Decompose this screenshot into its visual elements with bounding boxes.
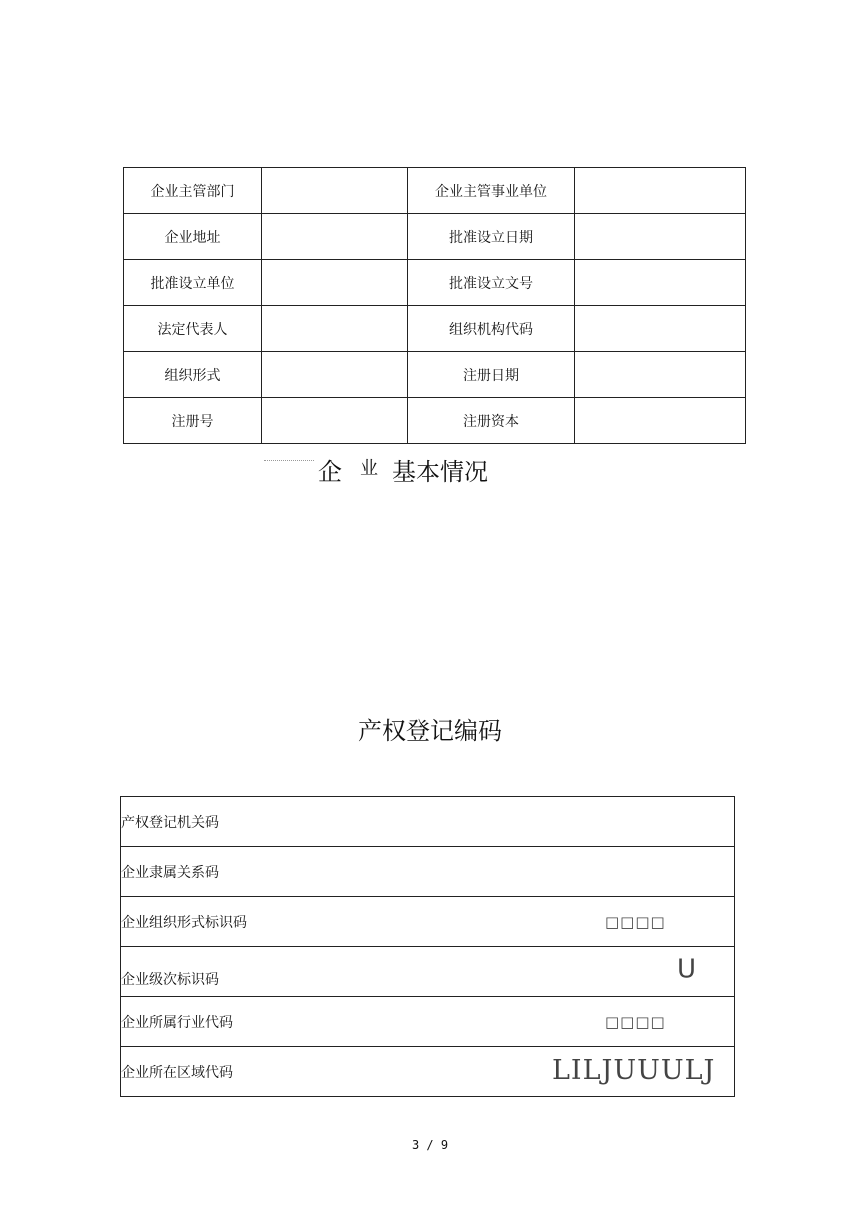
field-label: 企业所在区域代码	[121, 1064, 233, 1081]
code-cell[interactable]	[121, 797, 735, 847]
field-value[interactable]	[262, 260, 408, 306]
dotted-leader	[264, 460, 314, 461]
code-boxes[interactable]: □□□□	[605, 1012, 666, 1031]
table-row	[124, 214, 746, 260]
property-code-table	[120, 796, 735, 1097]
code-cell[interactable]	[121, 997, 735, 1047]
table-row	[124, 352, 746, 398]
field-label: 注册日期	[408, 352, 575, 398]
field-value[interactable]	[575, 306, 746, 352]
code-cell[interactable]	[121, 947, 735, 997]
field-label: 企业级次标识码	[121, 972, 219, 989]
code-cell[interactable]	[121, 847, 735, 897]
code-box-mark[interactable]: LILJUUULJ	[552, 1054, 716, 1086]
table-row	[121, 897, 735, 947]
code-boxes[interactable]: □□□□	[605, 912, 666, 931]
field-label: 批准设立单位	[124, 260, 262, 306]
enterprise-basic-info-table	[123, 167, 746, 444]
field-value[interactable]	[262, 168, 408, 214]
section-title-basic-info	[318, 452, 488, 487]
field-label: 注册号	[124, 398, 262, 444]
table-row	[124, 168, 746, 214]
page-number: 3 / 9	[411, 1138, 449, 1152]
field-value[interactable]	[575, 214, 746, 260]
field-label: 组织形式	[124, 352, 262, 398]
field-label: 企业主管部门	[124, 168, 262, 214]
field-label: 组织机构代码	[408, 306, 575, 352]
field-value[interactable]	[575, 260, 746, 306]
table-row	[121, 997, 735, 1047]
title-part: 业	[360, 458, 378, 479]
table-row	[121, 1047, 735, 1097]
table-row	[124, 306, 746, 352]
field-label: 法定代表人	[124, 306, 262, 352]
title-part: 基本情况	[392, 458, 488, 486]
section-title-property-code: 产权登记编码	[358, 717, 502, 745]
table-row	[121, 797, 735, 847]
code-cell[interactable]	[121, 897, 735, 947]
field-label: 企业所属行业代码	[121, 1014, 233, 1031]
table-row	[124, 260, 746, 306]
field-label: 批准设立日期	[408, 214, 575, 260]
field-value[interactable]	[262, 398, 408, 444]
field-value[interactable]	[262, 214, 408, 260]
field-value[interactable]	[262, 352, 408, 398]
field-label: 注册资本	[408, 398, 575, 444]
field-value[interactable]	[262, 306, 408, 352]
title-part: 企	[318, 458, 342, 486]
table-row	[121, 847, 735, 897]
field-label: 企业组织形式标识码	[121, 914, 247, 931]
table-row	[121, 947, 735, 997]
code-box-mark[interactable]: U	[677, 954, 697, 985]
field-value[interactable]	[575, 398, 746, 444]
field-label: 企业地址	[124, 214, 262, 260]
field-label: 企业主管事业单位	[408, 168, 575, 214]
code-cell[interactable]	[121, 1047, 735, 1097]
field-value[interactable]	[575, 352, 746, 398]
field-label: 产权登记机关码	[121, 814, 219, 831]
field-label: 批准设立文号	[408, 260, 575, 306]
field-label: 企业隶属关系码	[121, 864, 219, 881]
field-value[interactable]	[575, 168, 746, 214]
table-row	[124, 398, 746, 444]
